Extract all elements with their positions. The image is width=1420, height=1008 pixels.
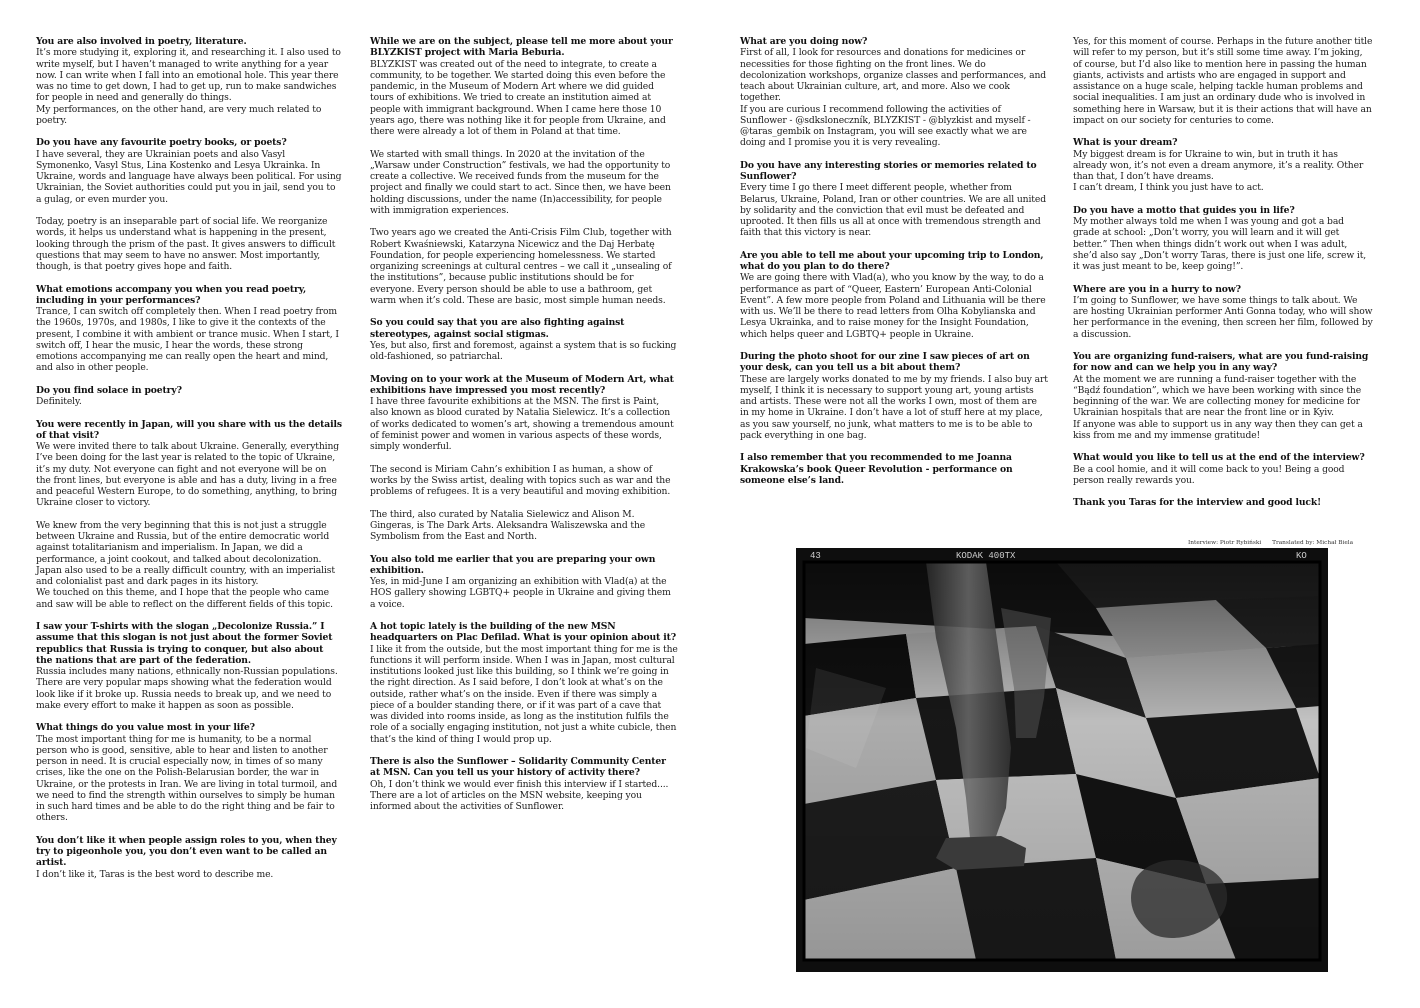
- answer-paragraph: My biggest dream is for Ukraine to win, but in truth it has already won, it’s not even a dream anymore, it’s a reality. Other than that, I don’t have dreams.: [1073, 148, 1364, 182]
- answer-paragraph: Yes, for this moment of course. Perhaps in the future another title will refer to my person, but it’s still some time away. I’m joking, of course, but I’d also like to mention here in passing the human giants, activists and artists who are engaged in support and assistance on a huge scale, helping tackle human problems and social inequalities. I am just an ordinary dude who is involved in something here in Warsaw, but it is their actions that will have an impact on our society for centuries to come.: [1073, 36, 1373, 126]
- answer-paragraph: I’m going to Sunflower, we have some things to talk about. We are hosting Ukrainian performer Anti Gonna today, who will show her performance in the evening, then screen her film, followed by a discussion.: [1073, 294, 1373, 340]
- interview-question: You don’t like it when people assign roles to you, when they try to pigeonhole you, you don’t even want to be called an artist.: [36, 834, 337, 869]
- answer-paragraph: I have three favourite exhibitions at the MSN. The first is Paint, also known as blood curated by Natalia Sielewicz. It’s a collection of works dedicated to women’s art, showing a tremendous amount of feminist power and women in various aspects of these words, simply wonderful.: [370, 396, 674, 452]
- answer-paragraph: It’s more studying it, exploring it, and researching it. I also used to write myself, but I haven’t managed to write anything for a year now. I can write when I fall into an emotional hole. This year there was no time to get down, I had to get up, run to make sandwiches for people in need and generally do things.: [36, 47, 341, 104]
- interview-answer: [740, 182, 1048, 238]
- interview-question: During the photo shoot for our zine I saw pieces of art on your desk, can you tell us a bit about them?: [740, 351, 1030, 374]
- qa-block: [36, 621, 342, 711]
- interview-question: Do you have any favourite poetry books, or poets?: [36, 137, 287, 149]
- qa-block: [36, 722, 342, 823]
- qa-block: [1073, 452, 1373, 486]
- interview-answer: [370, 644, 678, 745]
- qa-block: [36, 137, 342, 205]
- answer-paragraph: Every time I go there I meet different people, whether from Belarus, Ukraine, Poland, Iran or other countries. We are all united by solidarity and the conviction that evil must be defeated and uprooted. It then fills us all at once with tremendous strength and faith that this victory is near.: [740, 182, 1046, 239]
- qa-block: [370, 317, 678, 362]
- credits: [1188, 540, 1362, 547]
- qa-block: [1073, 497, 1373, 508]
- interview-question: You are also involved in poetry, literature.: [36, 36, 247, 47]
- interview-answer: [370, 779, 678, 813]
- film-frame-number: 43: [810, 551, 821, 561]
- film-photo: [796, 548, 1328, 972]
- answer-paragraph: Today, poetry is an inseparable part of social life. We reorganize words, it helps us understand what is happening in the present, looking through the prism of the past. It gives answers to difficult questions that may seem to have no answer. Most importantly, though, is that poetry gives hope and faith.: [36, 216, 336, 272]
- interview-answer: [370, 509, 678, 543]
- interview-answer: [370, 227, 678, 306]
- answer-paragraph: I have several, they are Ukrainian poets and also Vasyl Symonenko, Vasyl Stus, Lina Kostenko and Lesya Ukrainka. In Ukraine, words and language have always been political. For using Ukrainian, the Soviet authorities could put you in jail, send you to a gulag, or even murder you.: [36, 148, 342, 205]
- qa-block: [740, 36, 1048, 149]
- interview-answer: [370, 464, 678, 498]
- qa-block: [370, 36, 678, 137]
- interview-answer: [370, 59, 678, 138]
- qa-block: [370, 509, 678, 543]
- qa-block: [36, 385, 342, 408]
- answer-paragraph: The third, also curated by Natalia Sielewicz and Alison M. Gingeras, is The Dark Arts. Aleksandra Waliszewska and the Symbolism from the East and North.: [370, 508, 646, 542]
- translation-credit: Translated by: Michał Biela: [1272, 540, 1354, 546]
- answer-paragraph: Oh, I don’t think we would ever finish this interview if I started.... There are a lot of articles on the MSN website, keeping you informed about the activities of Sunflower.: [370, 778, 669, 812]
- answer-paragraph: First of all, I look for resources and donations for medicines or necessities for those fighting on the front lines. We do decolonization workshops, organize classes and performances, and teach about Ukrainian culture, art, and more. Also we cook together.: [740, 47, 1047, 104]
- qa-block: [370, 554, 678, 610]
- qa-block: [740, 160, 1048, 239]
- interview-answer: [36, 441, 342, 509]
- qa-block: [1073, 205, 1373, 273]
- qa-block: [740, 452, 1048, 486]
- answer-paragraph: If you are curious I recommend following the activities of Sunflower - @sdksloneczník, BLYZKIST - @blyzkist and myself - @taras_gembik on Instagram, you will see exactly what we are doing and I promise you it is very revealing.: [740, 103, 1031, 149]
- qa-block: [1073, 284, 1373, 340]
- answer-paragraph: Two years ago we created the Anti-Crisis Film Club, together with Robert Kwaśniewski, Katarzyna Nicewicz and the Daj Herbatę Foundation, for people experiencing homelessness. We started organizing screenings at cultural centres – we call it „unsealing of the institutions”, because public institutions should be for everyone. Every person should be able to use a bathroom, get warm when it’s cold. These are basic, most simple human needs.: [370, 227, 672, 306]
- text-column-1: [36, 36, 342, 891]
- qa-block: [370, 464, 678, 498]
- interview-question: While we are on the subject, please tell me more about your BLYZKIST project with Maria Beburia.: [370, 36, 673, 59]
- interview-answer: [36, 666, 342, 711]
- qa-block: [370, 149, 678, 217]
- answer-paragraph: We were invited there to talk about Ukraine. Generally, everything I’ve been doing for the last year is related to the topic of Ukraine, it’s my duty. Not everyone can fight and not everyone will be on the front lines, but everyone is able and has a duty, living in a free and peaceful Western Europe, to do something, anything, to bring Ukraine closer to victory.: [36, 441, 340, 509]
- interview-answer: [740, 374, 1048, 442]
- interview-answer: [1073, 295, 1373, 340]
- interview-question: Do you have any interesting stories or memories related to Sunflower?: [740, 159, 1037, 182]
- qa-block: [1073, 36, 1373, 126]
- answer-paragraph: My mother always told me when I was young and got a bad grade at school: „Don’t worry, you will learn and it will get better.” Then when things didn’t work out when I was adult, she’d also say „Don’t worry Taras, there is just one life, screw it, it was just meant to be, keep going!”.: [1073, 216, 1367, 272]
- interview-answer: [370, 149, 678, 217]
- answer-paragraph: The most important thing for me is humanity, to be a normal person who is good, sensitive, able to hear and listen to another person in need. It is crucial especially now, in times of so many crises, like the one on the Polish-Belarusian border, the war in Ukraine, or the protests in Iran. We are living in total turmoil, and we need to find the strength within ourselves to simply be human in such hard times and be able to do the right thing and be fair to others.: [36, 733, 338, 824]
- interview-question: Do you find solace in poetry?: [36, 384, 182, 396]
- text-column-2: [370, 36, 678, 824]
- interview-question: Thank you Taras for the interview and good luck!: [1073, 497, 1322, 509]
- interview-question: I also remember that you recommended to me Joanna Krakowska’s book Queer Revolution - performance on someone else’s land.: [740, 452, 1013, 486]
- interview-answer: [36, 396, 342, 407]
- qa-block: [36, 520, 342, 610]
- answer-paragraph: If anyone was able to support us in any way then they can get a kiss from me and my immense gratitude!: [1073, 418, 1363, 441]
- interview-question: There is also the Sunflower – Solidarity Community Center at MSN. Can you tell us your history of activity there?: [370, 756, 666, 779]
- answer-paragraph: Trance, I can switch off completely then. When I read poetry from the 1960s, 1970s, and 1980s, I like to give it the contexts of the present, I combine it with ambient or trance music. When I start, I switch off, I hear the music, I hear the words, these strong emotions accompanying me can really open the heart and mind, and also in other people.: [36, 306, 339, 374]
- interview-answer: [370, 396, 678, 452]
- answer-paragraph: Yes, in mid-June I am organizing an exhibition with Vlad(a) at the HOS gallery showing LGBTQ+ people in Ukraine and giving them a voice.: [370, 576, 671, 610]
- interview-answer: [36, 734, 342, 824]
- qa-block: [740, 250, 1048, 340]
- interview-question: What emotions accompany you when you read poetry, including in your performances?: [36, 283, 307, 306]
- film-edge-text: KODAK 400TX: [956, 551, 1016, 561]
- answer-paragraph: Be a cool homie, and it will come back to you! Being a good person really rewards you.: [1073, 463, 1345, 486]
- answer-paragraph: Definitely.: [36, 396, 82, 407]
- interview-question: What is your dream?: [1073, 137, 1178, 149]
- answer-paragraph: We are going there with Vlad(a), who you know by the way, to do a performance as part of “Queer, Eastern’ European Anti-Colonial Event”. A few more people from Poland and Lithuania will be there with us. We’ll be there to read letters from Olha Kobylianska and Lesya Ukrainka, and to raise money for the Insight Foundation, which helps queer and LGBTQ+ people in Ukraine.: [740, 272, 1046, 340]
- interview-credit: Interview: Piotr Rybiński: [1188, 540, 1262, 546]
- answer-paragraph: I can’t dream, I think you just have to act.: [1073, 182, 1264, 194]
- interview-answer: [370, 576, 678, 610]
- interview-answer: [1073, 36, 1373, 126]
- qa-block: [370, 621, 678, 745]
- interview-question: Are you able to tell me about your upcoming trip to London, what do you plan to do there?: [740, 249, 1044, 272]
- interview-question: Where are you in a hurry to now?: [1073, 283, 1241, 295]
- answer-paragraph: Yes, but also, first and foremost, against a system that is so fucking old-fashioned, so patriarchal.: [370, 339, 677, 362]
- interview-question: You were recently in Japan, will you share with us the details of that visit?: [36, 418, 342, 441]
- interview-answer: [740, 47, 1048, 148]
- interview-question: What would you like to tell us at the end of the interview?: [1073, 452, 1365, 464]
- interview-answer: [36, 216, 342, 272]
- interview-answer: [740, 272, 1048, 340]
- qa-block: [1073, 137, 1373, 193]
- answer-paragraph: We touched on this theme, and I hope that the people who came and saw will be able to reflect on the different fields of this topic.: [36, 587, 333, 610]
- checkered-floor-photo: [796, 548, 1328, 972]
- interview-answer: [36, 520, 342, 610]
- text-column-3: [740, 36, 1048, 497]
- interview-answer: [36, 306, 342, 374]
- answer-paragraph: I don’t like it, Taras is the best word to describe me.: [36, 868, 274, 880]
- interview-question: You also told me earlier that you are preparing your own exhibition.: [370, 553, 656, 576]
- interview-answer: [1073, 464, 1373, 487]
- answer-paragraph: BLYZKIST was created out of the need to integrate, to create a community, to be together. We started doing this even before the pandemic, in the Museum of Modern Art where we did guided tours of exhibitions. We tried to create an institution aimed at people with immigrant background. When I came here those 10 years ago, there was nothing like it for people from Ukraine, and there were already a lot of them in Poland at that time.: [370, 58, 666, 137]
- interview-answer: [36, 869, 342, 880]
- interview-question: What things do you value most in your life?: [36, 722, 255, 734]
- interview-answer: [370, 340, 678, 363]
- qa-block: [36, 419, 342, 509]
- qa-block: [36, 216, 342, 272]
- interview-question: A hot topic lately is the building of the new MSN headquarters on Plac Defilad. What is your opinion about it?: [370, 621, 676, 644]
- qa-block: [1073, 351, 1373, 441]
- answer-paragraph: My performances, on the other hand, are very much related to poetry.: [36, 103, 322, 126]
- interview-answer: [36, 47, 342, 126]
- interview-question: You are organizing fund-raisers, what are you fund-raising for now and can we help you in any way?: [1073, 351, 1369, 374]
- interview-question: I saw your T-shirts with the slogan „Decolonize Russia.” I assume that this slogan is not just about the former Soviet republics that Russia is trying to conquer, but also about the nations that are part of the federation.: [36, 621, 333, 666]
- qa-block: [370, 227, 678, 306]
- interview-question: So you could say that you are also fighting against stereotypes, against social stigmas.: [370, 317, 625, 340]
- film-edge-text-right: KO: [1296, 551, 1307, 561]
- answer-paragraph: These are largely works donated to me by my friends. I also buy art myself, I think it is necessary to support young art, young artists and artists. These were not all the works I own, most of them are in my home in Ukraine. I don’t have a lot of stuff here at my place, as you saw yourself, no junk, what matters to me is to be able to pack everything in one bag.: [740, 373, 1048, 441]
- interview-question: What are you doing now?: [740, 36, 868, 47]
- interview-answer: [1073, 149, 1373, 194]
- answer-paragraph: We started with small things. In 2020 at the invitation of the „Warsaw under Construction” festivals, we had the opportunity to create a collective. We received funds from the museum for the project and finally we could start to act. Since then, we have been holding discussions, under the name (In)accessibility, for people with immigration experiences.: [370, 148, 671, 216]
- interview-answer: [1073, 374, 1373, 442]
- answer-paragraph: Russia includes many nations, ethnically non-Russian populations. There are very popular maps showing what the federation would look like if it broke up. Russia needs to break up, and we need to make every effort to make it happen as soon as possible.: [36, 666, 338, 711]
- qa-block: [370, 374, 678, 453]
- qa-block: [36, 284, 342, 374]
- interview-question: Moving on to your work at the Museum of Modern Art, what exhibitions have impressed you most recently?: [370, 373, 674, 396]
- answer-paragraph: At the moment we are running a fund-raiser together with the “Bądź foundation”, which we have been working with since the beginning of the war. We are collecting money for medicine for Ukrainian hospitals that are near the front line or in Kyiv.: [1073, 373, 1362, 419]
- interview-answer: [1073, 216, 1373, 272]
- answer-paragraph: The second is Miriam Cahn’s exhibition I as human, a show of works by the Swiss artist, dealing with topics such as war and the problems of refugees. It is a very beautiful and moving exhibition.: [370, 463, 671, 497]
- qa-block: [740, 351, 1048, 441]
- qa-block: [370, 756, 678, 812]
- answer-paragraph: We knew from the very beginning that this is not just a struggle between Ukraine and Russia, but of the entire democratic world against totalitarianism and imperialism. In Japan, we did a performance, a joint cookout, and talked about decolonization. Japan also used to be a really difficult country, with an imperialist and colonialist past and dark pages in its history.: [36, 519, 335, 587]
- text-column-4: [1073, 36, 1373, 520]
- interview-answer: [36, 149, 342, 205]
- qa-block: [36, 835, 342, 880]
- answer-paragraph: I like it from the outside, but the most important thing for me is the functions it will perform inside. When I was in Japan, most cultural institutions looked just like this building, so I think we’re going in the right direction. As I said before, I don’t look at what’s on the outside, rather what’s on the inside. Even if there was simply a piece of a boulder standing there, or if it was part of a cave that was divided into rooms inside, as long as the institution fulfils the role of a socially engaging institution, not just a white cubicle, then that’s the kind of thing I would prop up.: [370, 643, 678, 745]
- interview-question: Do you have a motto that guides you in life?: [1073, 204, 1295, 216]
- qa-block: [36, 36, 342, 126]
